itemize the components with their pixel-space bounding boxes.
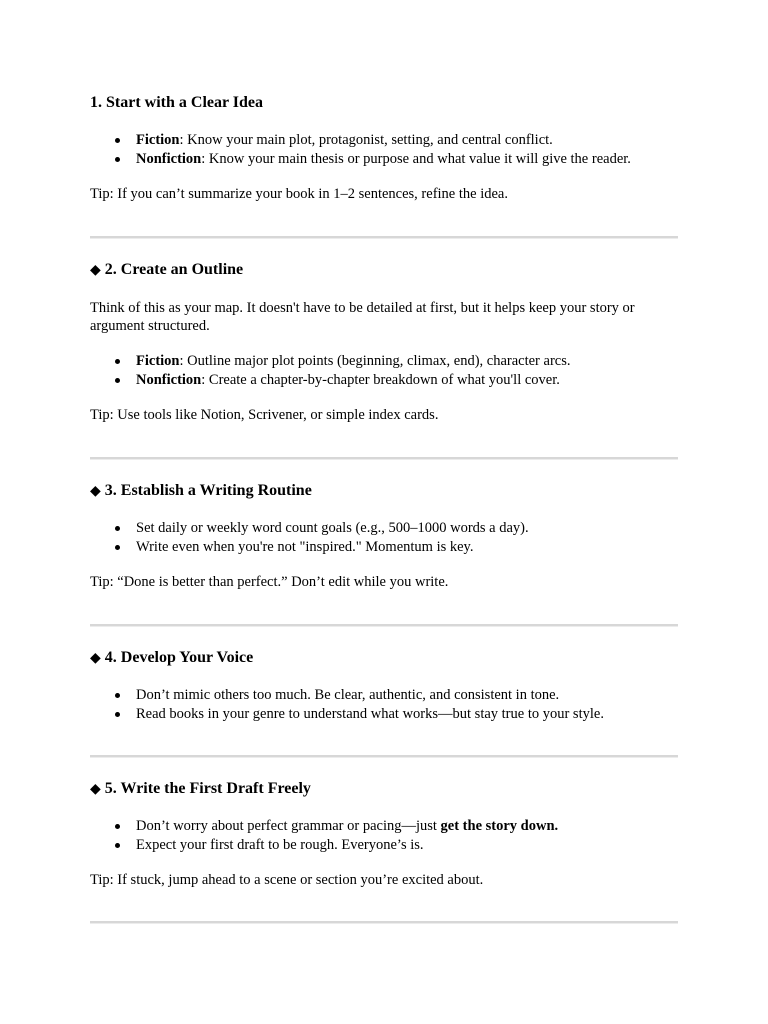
diamond-icon: ◆: [90, 782, 101, 797]
list-item: Write even when you're not "inspired." Momentum is key.: [90, 538, 678, 557]
list-item: Fiction: Know your main plot, protagonist, setting, and central conflict.: [90, 131, 678, 150]
tip-text: Tip: If stuck, jump ahead to a scene or section you’re excited about.: [90, 872, 484, 888]
intro-text: Think of this as your map. It doesn't have to be detailed at first, but it helps keep your story or argument structured.: [90, 300, 635, 334]
list-item: Don’t mimic others too much. Be clear, authentic, and consistent in tone.: [90, 686, 678, 705]
section-heading: ◆ 3. Establish a Writing Routine: [90, 482, 312, 499]
bullet-list: [90, 131, 678, 168]
section-divider: [90, 624, 678, 627]
list-item: Expect your first draft to be rough. Everyone’s is.: [90, 836, 678, 855]
bullet-list: [90, 817, 678, 854]
section-divider: [90, 755, 678, 758]
section-heading: ◆ 5. Write the First Draft Freely: [90, 780, 311, 797]
section-heading: ◆ 4. Develop Your Voice: [90, 649, 254, 666]
section-divider: [90, 921, 678, 924]
section-heading: 1. Start with a Clear Idea: [90, 94, 264, 111]
tip-text: Tip: If you can’t summarize your book in 1–2 sentences, refine the idea.: [90, 186, 508, 202]
list-item: Nonfiction: Know your main thesis or purpose and what value it will give the reader.: [90, 150, 678, 169]
section-divider: [90, 236, 678, 239]
list-item: Nonfiction: Create a chapter-by-chapter breakdown of what you'll cover.: [90, 371, 678, 390]
tip-text: Tip: Use tools like Notion, Scrivener, or simple index cards.: [90, 407, 439, 423]
diamond-icon: ◆: [90, 263, 101, 278]
bullet-list: [90, 519, 678, 556]
section-divider: [90, 457, 678, 460]
bullet-list: [90, 352, 678, 389]
diamond-icon: ◆: [90, 484, 101, 499]
bullet-list: [90, 686, 678, 723]
diamond-icon: ◆: [90, 651, 101, 666]
list-item: Don’t worry about perfect grammar or pacing—just get the story down.: [90, 817, 678, 836]
list-item: Set daily or weekly word count goals (e.g., 500–1000 words a day).: [90, 519, 678, 538]
tip-text: Tip: “Done is better than perfect.” Don’t edit while you write.: [90, 574, 449, 590]
section-heading: ◆ 2. Create an Outline: [90, 261, 244, 278]
list-item: Fiction: Outline major plot points (beginning, climax, end), character arcs.: [90, 352, 678, 371]
list-item: Read books in your genre to understand what works—but stay true to your style.: [90, 705, 678, 724]
